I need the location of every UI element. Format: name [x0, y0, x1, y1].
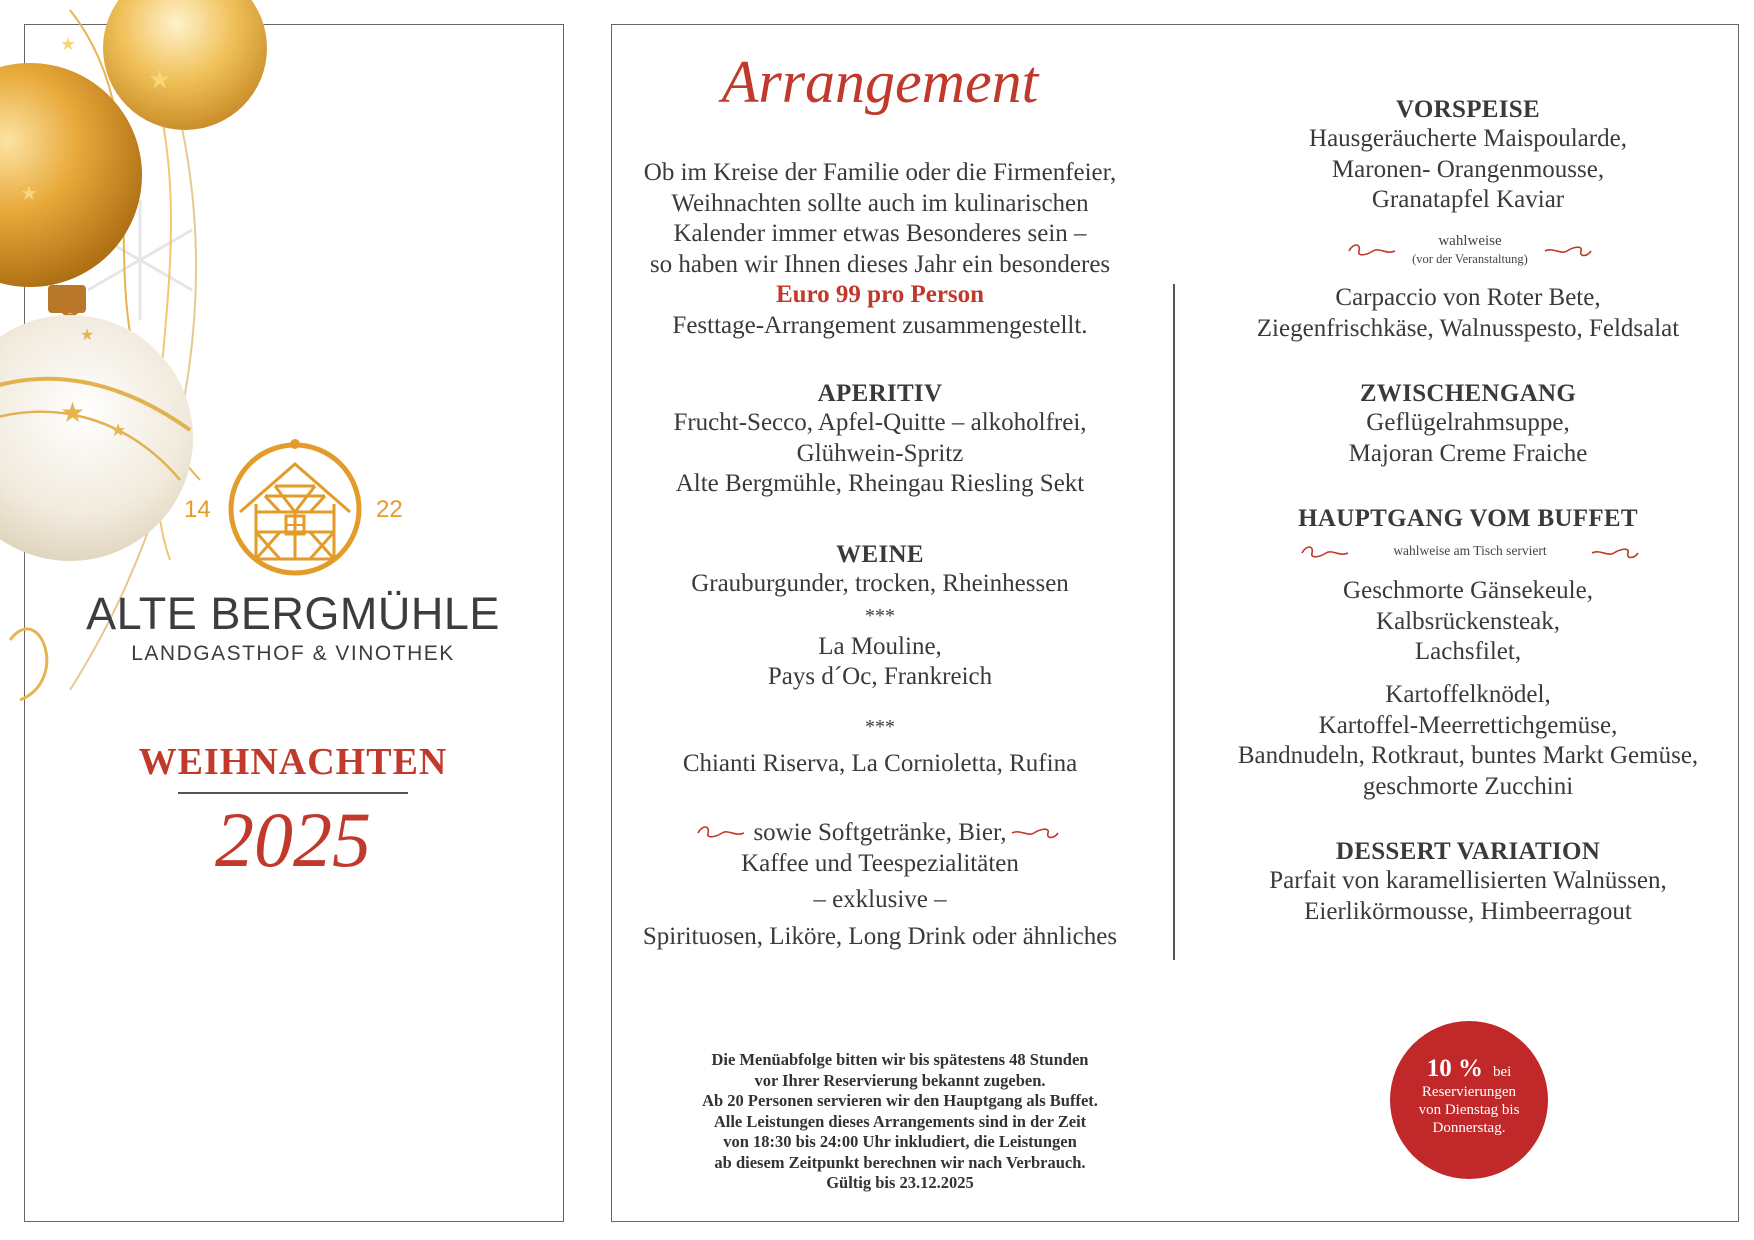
vorspeise-alt-item: Ziegenfrischkäse, Walnusspesto, Feldsalat: [1256, 314, 1680, 342]
note-line: Ab 20 Personen servieren wir den Hauptgang als Buffet.: [702, 1091, 1098, 1110]
notes-section: [640, 1050, 1160, 1194]
zwischengang-heading: ZWISCHENGANG: [1359, 380, 1577, 407]
hauptgang-side: Kartoffel-Meerrettichgemüse,: [1318, 711, 1618, 739]
discount-line: von Dienstag bis: [1418, 1102, 1520, 1118]
flourish-left-icon: [1300, 545, 1350, 561]
logo-year-left: 14: [184, 496, 211, 523]
wine-item: Pays d´Oc, Frankreich: [767, 663, 993, 690]
drinks-line: Spirituosen, Liköre, Long Drink oder ähnliches: [642, 922, 1118, 950]
svg-text:★: ★: [148, 65, 172, 95]
hauptgang-main: [1190, 576, 1746, 668]
svg-text:★: ★: [110, 420, 127, 441]
flourish-right-icon: [1543, 243, 1593, 259]
vorspeise-item: Granatapfel Kaviar: [1371, 186, 1565, 213]
cover-year: 2025: [215, 796, 371, 883]
note-line: ab diesem Zeitpunkt berechnen wir nach Verbrauch.: [714, 1152, 1086, 1172]
discount-bei: bei: [1492, 1064, 1512, 1080]
hauptgang-side: Kartoffelknödel,: [1385, 681, 1551, 708]
vorspeise-heading: VORSPEISE: [1396, 96, 1540, 123]
vorspeise-choice-note: (vor der Veranstaltung): [1412, 252, 1528, 266]
arrangement-intro: [620, 158, 1140, 341]
svg-text:★: ★: [20, 181, 38, 205]
hauptgang-item: Kalbsrückensteak,: [1376, 607, 1560, 635]
hauptgang-side: geschmorte Zucchini: [1362, 772, 1574, 800]
brand-name: ALTE BERGMÜHLE: [86, 588, 500, 639]
cover-divider: [178, 792, 408, 794]
discount-line: Donnerstag.: [1432, 1120, 1506, 1136]
dessert-item: Parfait von karamellisierten Walnüssen,: [1269, 867, 1667, 894]
hauptgang-section: [1190, 505, 1746, 533]
svg-text:★: ★: [60, 396, 86, 429]
vorspeise-section: [1190, 96, 1746, 216]
svg-text:★: ★: [60, 34, 77, 55]
hauptgang-heading: HAUPTGANG VOM BUFFET: [1298, 505, 1638, 532]
vorspeise-alternative: [1190, 283, 1746, 344]
intro-line: so haben wir Ihnen dieses Jahr ein besonderes: [649, 250, 1111, 278]
drinks-line: Kaffee und Teespezialitäten: [741, 849, 1019, 877]
aperitiv-item: Frucht-Secco, Apfel-Quitte – alkoholfrei,: [673, 409, 1087, 436]
cover-title: WEIHNACHTEN: [138, 741, 448, 783]
note-line: von 18:30 bis 24:00 Uhr inkludiert, die Leistungen: [723, 1132, 1077, 1151]
dessert-section: [1190, 838, 1746, 927]
discount-badge: [1390, 1021, 1548, 1179]
dessert-item: Eierlikörmousse, Himbeerragout: [1304, 897, 1632, 925]
aperitiv-heading: APERITIV: [817, 380, 943, 407]
mill-logo-icon: [220, 434, 370, 584]
aperitiv-section: [620, 380, 1140, 500]
note-line: vor Ihrer Reservierung bekannt zugeben.: [754, 1070, 1046, 1090]
intro-line: Ob im Kreise der Familie oder die Firmenfeier,: [643, 159, 1117, 186]
hauptgang-item: Lachsfilet,: [1414, 638, 1522, 665]
vorspeise-item: Maronen- Orangenmousse,: [1331, 155, 1605, 183]
svg-text:★: ★: [80, 325, 95, 344]
wine-item: Grauburgunder, trocken, Rheinhessen: [691, 570, 1069, 597]
drinks-exclusive: – exklusive –: [813, 886, 947, 913]
aperitiv-item: Alte Bergmühle, Rheingau Riesling Sekt: [675, 470, 1085, 497]
logo-year-right: 22: [376, 496, 403, 523]
wine-item: Chianti Riserva, La Cornioletta, Rufina: [682, 749, 1078, 777]
zwischengang-section: [1190, 380, 1746, 469]
intro-line: Weihnachten sollte auch im kulinarischen: [671, 189, 1089, 217]
wine-separator: ***: [865, 604, 895, 627]
dessert-heading: DESSERT VARIATION: [1335, 838, 1601, 865]
weine-section: [620, 541, 1140, 779]
drinks-section: [620, 818, 1140, 952]
arrangement-title: Arrangement: [721, 49, 1039, 115]
discount-line: Reservierungen: [1421, 1084, 1517, 1100]
intro-line: Kalender immer etwas Besonderes sein –: [673, 220, 1087, 247]
aperitiv-item: Glühwein-Spritz: [796, 439, 964, 467]
hauptgang-item: Geschmorte Gänsekeule,: [1343, 577, 1593, 604]
hauptgang-sides: [1190, 680, 1746, 802]
discount-percent: 10 %: [1426, 1055, 1483, 1082]
weine-heading: WEINE: [836, 541, 924, 568]
hauptgang-side: Bandnudeln, Rotkraut, buntes Markt Gemüse,: [1237, 742, 1699, 769]
intro-end: Festtage-Arrangement zusammengestellt.: [672, 311, 1088, 339]
flourish-right-icon: [1590, 545, 1640, 561]
zwischengang-item: Geflügelrahmsuppe,: [1366, 409, 1570, 436]
drinks-line: sowie Softgetränke, Bier,: [753, 819, 1007, 846]
wine-item: La Mouline,: [818, 632, 942, 660]
column-divider: [1173, 284, 1175, 960]
vorspeise-choice: wahlweise: [1438, 233, 1502, 249]
vorspeise-item: Hausgeräucherte Maispoularde,: [1309, 125, 1627, 152]
brand-subtitle: LANDGASTHOF & VINOTHEK: [131, 642, 455, 665]
price: Euro 99 pro Person: [775, 281, 985, 308]
vorspeise-alt-item: Carpaccio von Roter Bete,: [1335, 284, 1601, 311]
note-line: Alle Leistungen dieses Arrangements sind in der Zeit: [713, 1111, 1087, 1131]
hauptgang-note: wahlweise am Tisch serviert: [1393, 543, 1547, 558]
wine-separator: ***: [865, 715, 895, 738]
note-line: Gültig bis 23.12.2025: [826, 1173, 974, 1192]
note-line: Die Menüabfolge bitten wir bis spätestens 48 Stunden: [711, 1050, 1089, 1069]
zwischengang-item: Majoran Creme Fraiche: [1348, 439, 1588, 467]
